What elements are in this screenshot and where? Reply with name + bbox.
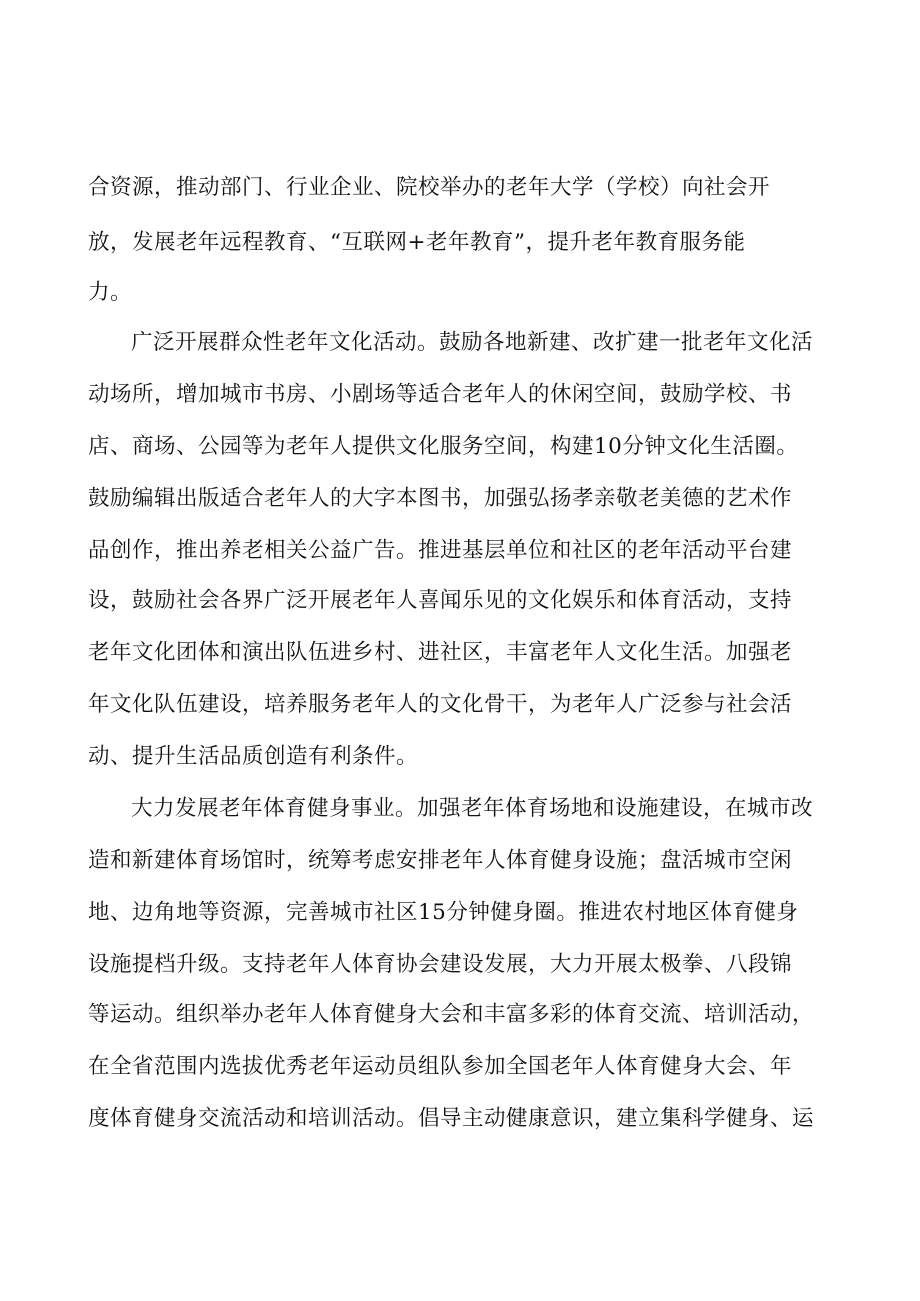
paragraph-3-line-4: 设施提档升级。支持老年人体育协会建设发展，大力开展太极拳、八段锦 <box>88 952 793 977</box>
paragraph-1-line-3: 力。 <box>88 280 133 305</box>
paragraph-2-line-9: 动、提升生活品质创造有利条件。 <box>88 744 419 769</box>
paragraph-3-line-5: 等运动。组织举办老年人体育健身大会和丰富多彩的体育交流、培训活动， <box>88 1002 815 1027</box>
paragraph-3-line-2: 造和新建体育场馆时，统筹考虑安排老年人体育健身设施；盘活城市空闲 <box>88 848 793 873</box>
paragraph-2-line-2: 动场所，增加城市书房、小剧场等适合老年人的休闲空间，鼓励学校、书 <box>88 382 793 407</box>
paragraph-3-line-3: 地、边角地等资源，完善城市社区15分钟健身圈。推进农村地区体育健身 <box>88 900 799 925</box>
paragraph-2-line-4: 鼓励编辑出版适合老年人的大字本图书，加强弘扬孝亲敬老美德的艺术作 <box>88 486 793 511</box>
paragraph-2-line-3: 店、商场、公园等为老年人提供文化服务空间，构建10分钟文化生活圈。 <box>88 434 799 459</box>
paragraph-1-line-2: 放，发展老年远程教育、“互联网+老年教育”，提升老年教育服务能 <box>88 230 746 255</box>
paragraph-2-line-7: 老年文化团体和演出队伍进乡村、进社区，丰富老年人文化生活。加强老 <box>88 640 793 665</box>
paragraph-1-line-1: 合资源，推动部门、行业企业、院校举办的老年大学（学校）向社会开 <box>88 175 771 200</box>
paragraph-3-line-7: 度体育健身交流活动和培训活动。倡导主动健康意识，建立集科学健身、运 <box>88 1106 815 1131</box>
paragraph-2-line-1: 广泛开展群众性老年文化活动。鼓励各地新建、改扩建一批老年文化活 <box>131 330 814 355</box>
paragraph-2-line-8: 年文化队伍建设，培养服务老年人的文化骨干，为老年人广泛参与社会活 <box>88 692 793 717</box>
paragraph-3-line-1: 大力发展老年体育健身事业。加强老年体育场地和设施建设，在城市改 <box>131 796 814 821</box>
paragraph-3-line-6: 在全省范围内选拔优秀老年运动员组队参加全国老年人体育健身大会、年 <box>88 1054 793 1079</box>
paragraph-2-line-5: 品创作，推出养老相关公益广告。推进基层单位和社区的老年活动平台建 <box>88 538 793 563</box>
paragraph-2-line-6: 设，鼓励社会各界广泛开展老年人喜闻乐见的文化娱乐和体育活动，支持 <box>88 588 793 613</box>
